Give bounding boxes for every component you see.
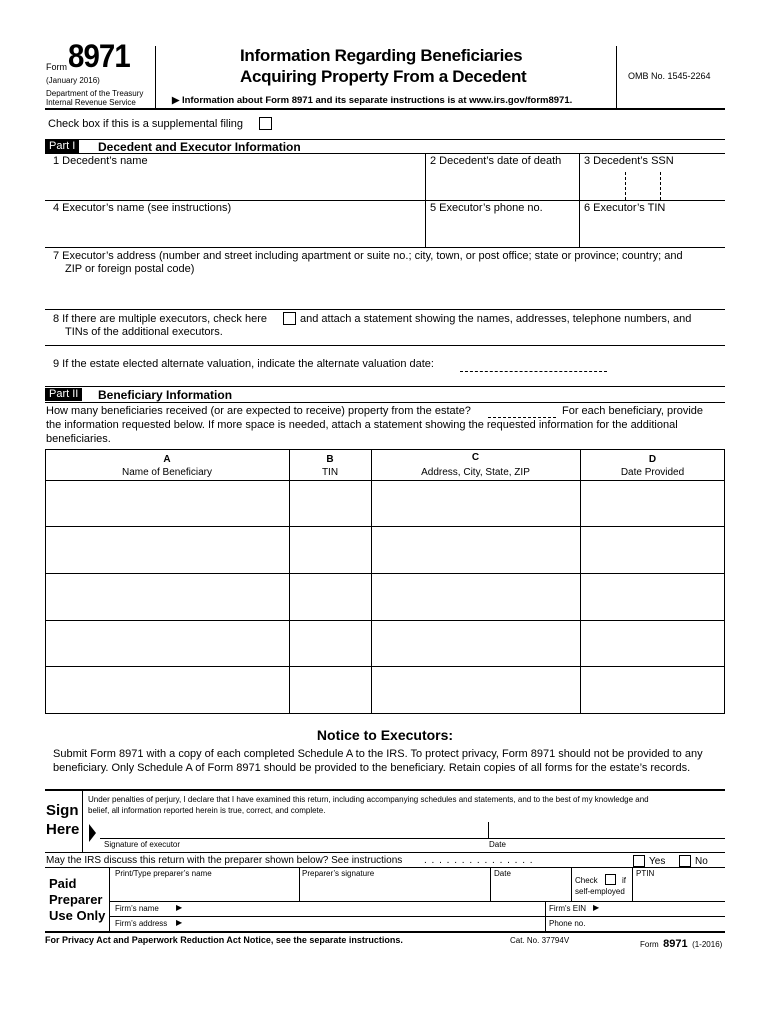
executor-tin-label: 6 Executor’s TIN: [584, 202, 666, 214]
sign-label: Sign: [46, 802, 79, 819]
beneficiary-instructions-line3: beneficiaries.: [46, 433, 111, 445]
self-employed-label: self-employed: [575, 887, 625, 896]
decedent-date-of-death-field[interactable]: [428, 168, 576, 200]
omb-number: OMB No. 1545-2264: [628, 71, 711, 81]
column-d-label: Date Provided: [620, 467, 685, 478]
executor-address-field[interactable]: [53, 278, 723, 308]
footer-form-revision: (1-2016): [692, 940, 723, 949]
beneficiary-row2-date[interactable]: [581, 527, 724, 573]
form-title-line2: Acquiring Property From a Decedent: [240, 67, 527, 86]
decedent-ssn-label: 3 Decedent’s SSN: [584, 155, 674, 167]
column-a-header: [45, 453, 289, 479]
column-c-label: Address, City, State, ZIP: [421, 467, 530, 478]
discuss-with-preparer-question: May the IRS discuss this return with the preparer shown below? See instructions: [46, 855, 403, 866]
firm-address-label: Firm’s address: [115, 919, 168, 928]
firm-address-arrow-icon: ▶: [176, 918, 183, 927]
executor-signature-field[interactable]: [100, 820, 486, 838]
decedent-date-of-death-label: 2 Decedent’s date of death: [430, 155, 562, 167]
beneficiary-row2-address[interactable]: [372, 527, 580, 573]
beneficiary-row3-date[interactable]: [581, 574, 724, 620]
column-c-letter: C: [471, 452, 480, 463]
phone-label: Phone no.: [549, 919, 586, 928]
multiple-executors-label: 8 If there are multiple executors, check here: [53, 313, 267, 325]
firm-name-label: Firm’s name: [115, 904, 159, 913]
ptin-label: PTIN: [636, 869, 655, 878]
alternate-valuation-date-field[interactable]: [460, 371, 607, 372]
paid-label: Paid: [49, 876, 77, 891]
decedent-name-label: 1 Decedent’s name: [53, 155, 148, 167]
multiple-executors-tins-text: TINs of the additional executors.: [65, 326, 223, 338]
firm-ein-label: Firm's EIN: [549, 904, 587, 913]
beneficiary-row5-address[interactable]: [372, 667, 580, 713]
preparer-name-field[interactable]: [112, 880, 297, 900]
part2-title: Beneficiary Information: [98, 388, 233, 402]
discuss-yes-checkbox[interactable]: [633, 855, 645, 867]
executor-phone-label: 5 Executor’s phone no.: [430, 202, 543, 214]
footer-form-number: 8971: [663, 938, 688, 950]
preparer-signature-label: Preparer’s signature: [302, 869, 375, 878]
supplemental-filing-label: Check box if this is a supplemental filing: [48, 118, 244, 130]
multiple-executors-checkbox[interactable]: [283, 312, 296, 325]
form-word: Form: [46, 62, 67, 72]
beneficiary-row5-name[interactable]: [46, 667, 289, 713]
sign-arrow-icon: [89, 824, 96, 842]
phone-field[interactable]: [595, 917, 723, 930]
form-number: 8971: [68, 38, 130, 74]
self-employed-check-label: Check: [575, 876, 598, 885]
beneficiary-row1-date[interactable]: [581, 481, 724, 526]
part1-tag: Part I: [45, 140, 79, 153]
firm-ein-field[interactable]: [605, 902, 723, 915]
column-a-letter: A: [163, 454, 171, 465]
executor-phone-field[interactable]: [428, 216, 576, 246]
discuss-yes-label: Yes: [649, 856, 666, 867]
use-only-label: Use Only: [49, 908, 106, 923]
beneficiary-row1-name[interactable]: [46, 481, 289, 526]
executor-signature-date-field[interactable]: [490, 820, 723, 838]
beneficiary-row1-address[interactable]: [372, 481, 580, 526]
discuss-no-checkbox[interactable]: [679, 855, 691, 867]
firm-ein-arrow-icon: ▶: [593, 903, 600, 912]
beneficiary-row2-name[interactable]: [46, 527, 289, 573]
notice-title: Notice to Executors:: [316, 727, 454, 743]
beneficiary-count-question: How many beneficiaries received (or are expected to receive) property from the estate?: [46, 405, 471, 417]
here-label: Here: [46, 821, 80, 838]
notice-text-line2: beneficiary. Only Schedule A of Form 8971 should be provided to the beneficiary. Retain copies of all forms for the estate’s records.: [53, 762, 691, 774]
form-title-line1: Information Regarding Beneficiaries: [240, 46, 523, 65]
decedent-name-field[interactable]: [53, 168, 423, 200]
preparer-label: Preparer: [49, 892, 103, 907]
beneficiary-row5-date[interactable]: [581, 667, 724, 713]
ptin-field[interactable]: [635, 880, 723, 900]
decedent-ssn-field[interactable]: [582, 168, 722, 200]
beneficiary-row1-tin[interactable]: [290, 481, 371, 526]
beneficiary-row2-tin[interactable]: [290, 527, 371, 573]
department-name: Department of the Treasury: [46, 89, 144, 98]
executor-date-label: Date: [489, 840, 506, 849]
preparer-date-field[interactable]: [493, 880, 569, 900]
discuss-dots: . . . . . . . . . . . . . . .: [424, 855, 534, 866]
beneficiary-row5-tin[interactable]: [290, 667, 371, 713]
discuss-no-label: No: [695, 856, 708, 867]
beneficiary-row3-tin[interactable]: [290, 574, 371, 620]
executor-address-label-line2: ZIP or foreign postal code): [65, 263, 195, 275]
beneficiary-count-field[interactable]: [488, 417, 556, 418]
firm-address-field[interactable]: [188, 917, 542, 930]
firm-name-field[interactable]: [188, 902, 542, 915]
preparer-date-label: Date: [494, 869, 511, 878]
footer-form-id: [640, 934, 722, 952]
column-b-letter: B: [326, 454, 334, 465]
executor-address-label-line1: 7 Executor’s address (number and street including apartment or suite no.; city, town, or post office; state or province; country; and: [53, 250, 683, 262]
agency-name: Internal Revenue Service: [46, 98, 136, 107]
beneficiary-row3-address[interactable]: [372, 574, 580, 620]
firm-name-arrow-icon: ▶: [176, 903, 183, 912]
beneficiary-row4-date[interactable]: [581, 621, 724, 666]
self-employed-checkbox[interactable]: [605, 874, 616, 885]
part1-title: Decedent and Executor Information: [98, 140, 301, 154]
column-d-header: [580, 453, 725, 479]
executor-name-field[interactable]: [53, 216, 423, 246]
multiple-executors-attach-text: and attach a statement showing the names, addresses, telephone numbers, and: [300, 313, 692, 325]
part2-tag: Part II: [45, 388, 82, 401]
beneficiary-instructions-line2: the information requested below. If more space is needed, attach a statement showing the requested information for the additional: [46, 419, 678, 431]
form-revision: (January 2016): [46, 76, 100, 85]
beneficiary-row4-tin[interactable]: [290, 621, 371, 666]
perjury-statement-line1: Under penalties of perjury, I declare that I have examined this return, including accompanying schedules and statements, and to the best of my knowledge and: [88, 795, 649, 804]
column-c-header: [371, 451, 580, 479]
column-a-label: Name of Beneficiary: [121, 467, 213, 478]
instructions-link-text: ▶ Information about Form 8971 and its separate instructions is at www.irs.gov/form8971.: [172, 95, 573, 106]
preparer-signature-field[interactable]: [302, 880, 488, 900]
alternate-valuation-label: 9 If the estate elected alternate valuation, indicate the alternate valuation date:: [53, 358, 434, 370]
footer-form-word: Form: [640, 940, 659, 949]
perjury-statement-line2: belief, all information reported herein is true, correct, and complete.: [88, 806, 326, 815]
executor-name-label: 4 Executor’s name (see instructions): [53, 202, 232, 214]
beneficiary-row4-address[interactable]: [372, 621, 580, 666]
beneficiary-row4-name[interactable]: [46, 621, 289, 666]
supplemental-filing-checkbox[interactable]: [259, 117, 272, 130]
executor-signature-label: Signature of executor: [104, 840, 181, 849]
beneficiary-row3-name[interactable]: [46, 574, 289, 620]
column-b-header: [289, 453, 371, 479]
notice-text-line1: Submit Form 8971 with a copy of each completed Schedule A to the IRS. To protect privacy, Form 8971 should not be provided to any: [53, 748, 703, 760]
executor-tin-field[interactable]: [582, 216, 722, 246]
self-employed-if-label: if: [622, 876, 626, 885]
column-b-label: TIN: [321, 467, 339, 478]
catalog-number: Cat. No. 37794V: [510, 936, 570, 945]
beneficiary-provide-text: For each beneficiary, provide: [562, 405, 704, 417]
preparer-name-label: Print/Type preparer’s name: [115, 869, 212, 878]
privacy-notice: For Privacy Act and Paperwork Reduction Act Notice, see the separate instructions.: [45, 935, 403, 945]
column-d-letter: D: [648, 454, 657, 465]
